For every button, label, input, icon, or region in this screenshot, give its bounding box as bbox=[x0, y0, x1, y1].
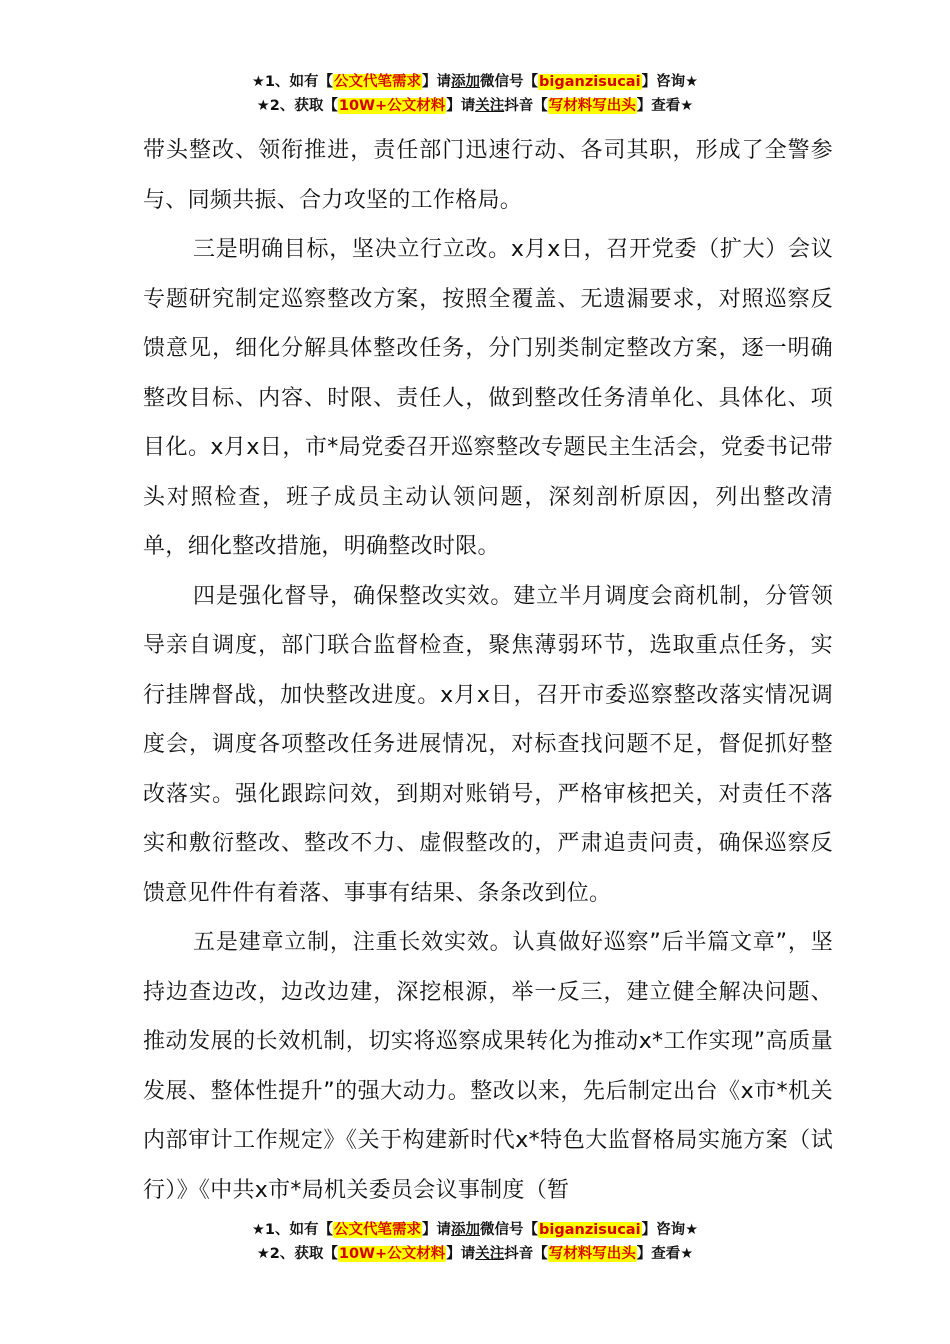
banner-line-2: ★2、获取【10W+公文材料】请关注抖音【写材料写出头】查看★ bbox=[256, 1246, 694, 1262]
banner-line-1: ★1、如有【公文代笔需求】请添加微信号【biganzisucai】咨询★ bbox=[251, 74, 699, 90]
footer-banner bbox=[0, 1218, 950, 1266]
banner-highlight: biganzisucai bbox=[539, 74, 641, 90]
header-banner bbox=[0, 70, 950, 118]
paragraph: 带头整改、领衔推进，责任部门迅速行动、各司其职，形成了全警参与、同频共振、合力攻坚的工作格局。 bbox=[143, 138, 833, 213]
banner-highlight: biganzisucai bbox=[539, 1222, 641, 1238]
banner-highlight: 写材料写出头 bbox=[548, 98, 636, 114]
banner-line-1: ★1、如有【公文代笔需求】请添加微信号【biganzisucai】咨询★ bbox=[251, 1222, 699, 1238]
banner-highlight: 公文代笔需求 bbox=[334, 1222, 422, 1238]
banner-highlight: 写材料写出头 bbox=[548, 1246, 636, 1262]
banner-highlight: 公文代笔需求 bbox=[334, 74, 422, 90]
paragraph: 四是强化督导，确保整改实效。建立半月调度会商机制，分管领导亲自调度，部门联合监督检查，聚焦薄弱环节，选取重点任务，实行挂牌督战，加快整改进度。x月x日，召开市委巡察整改落实情况调度会，调度各项整改任务进展情况，对标查找问题不足，督促抓好整改落实。强化跟踪问效，到期对账销号，严格审核把关，对责任不落实和敷衍整改、整改不力、虚假整改的，严肃追责问责，确保巡察反馈意见件件有着落、事事有结果、条条改到位。 bbox=[143, 583, 833, 906]
banner-line-2: ★2、获取【10W+公文材料】请关注抖音【写材料写出头】查看★ bbox=[256, 98, 694, 114]
banner-highlight: 10W+公文材料 bbox=[338, 1246, 446, 1262]
paragraph: 三是明确目标，坚决立行立改。x月x日，召开党委（扩大）会议专题研究制定巡察整改方案，按照全覆盖、无遗漏要求，对照巡察反馈意见，细化分解具体整改任务，分门别类制定整改方案，逐一明确整改目标、内容、时限、责任人，做到整改任务清单化、具体化、项目化。x月x日，市*局党委召开巡察整改专题民主生活会，党委书记带头对照检查，班子成员主动认领问题，深刻剖析原因，列出整改清单，细化整改措施，明确整改时限。 bbox=[143, 237, 833, 559]
banner-highlight: 10W+公文材料 bbox=[338, 98, 446, 114]
document-body bbox=[143, 126, 833, 1215]
paragraph: 五是建章立制，注重长效实效。认真做好巡察”后半篇文章”，坚持边查边改，边改边建，深挖根源，举一反三，建立健全解决问题、推动发展的长效机制，切实将巡察成果转化为推动x*工作实现”高质量发展、整体性提升”的强大动力。整改以来，先后制定出台《x市*机关内部审计工作规定》《关于构建新时代x*特色大监督格局实施方案（试行）》《中共x市*局机关委员会议事制度（暂 bbox=[143, 930, 833, 1203]
